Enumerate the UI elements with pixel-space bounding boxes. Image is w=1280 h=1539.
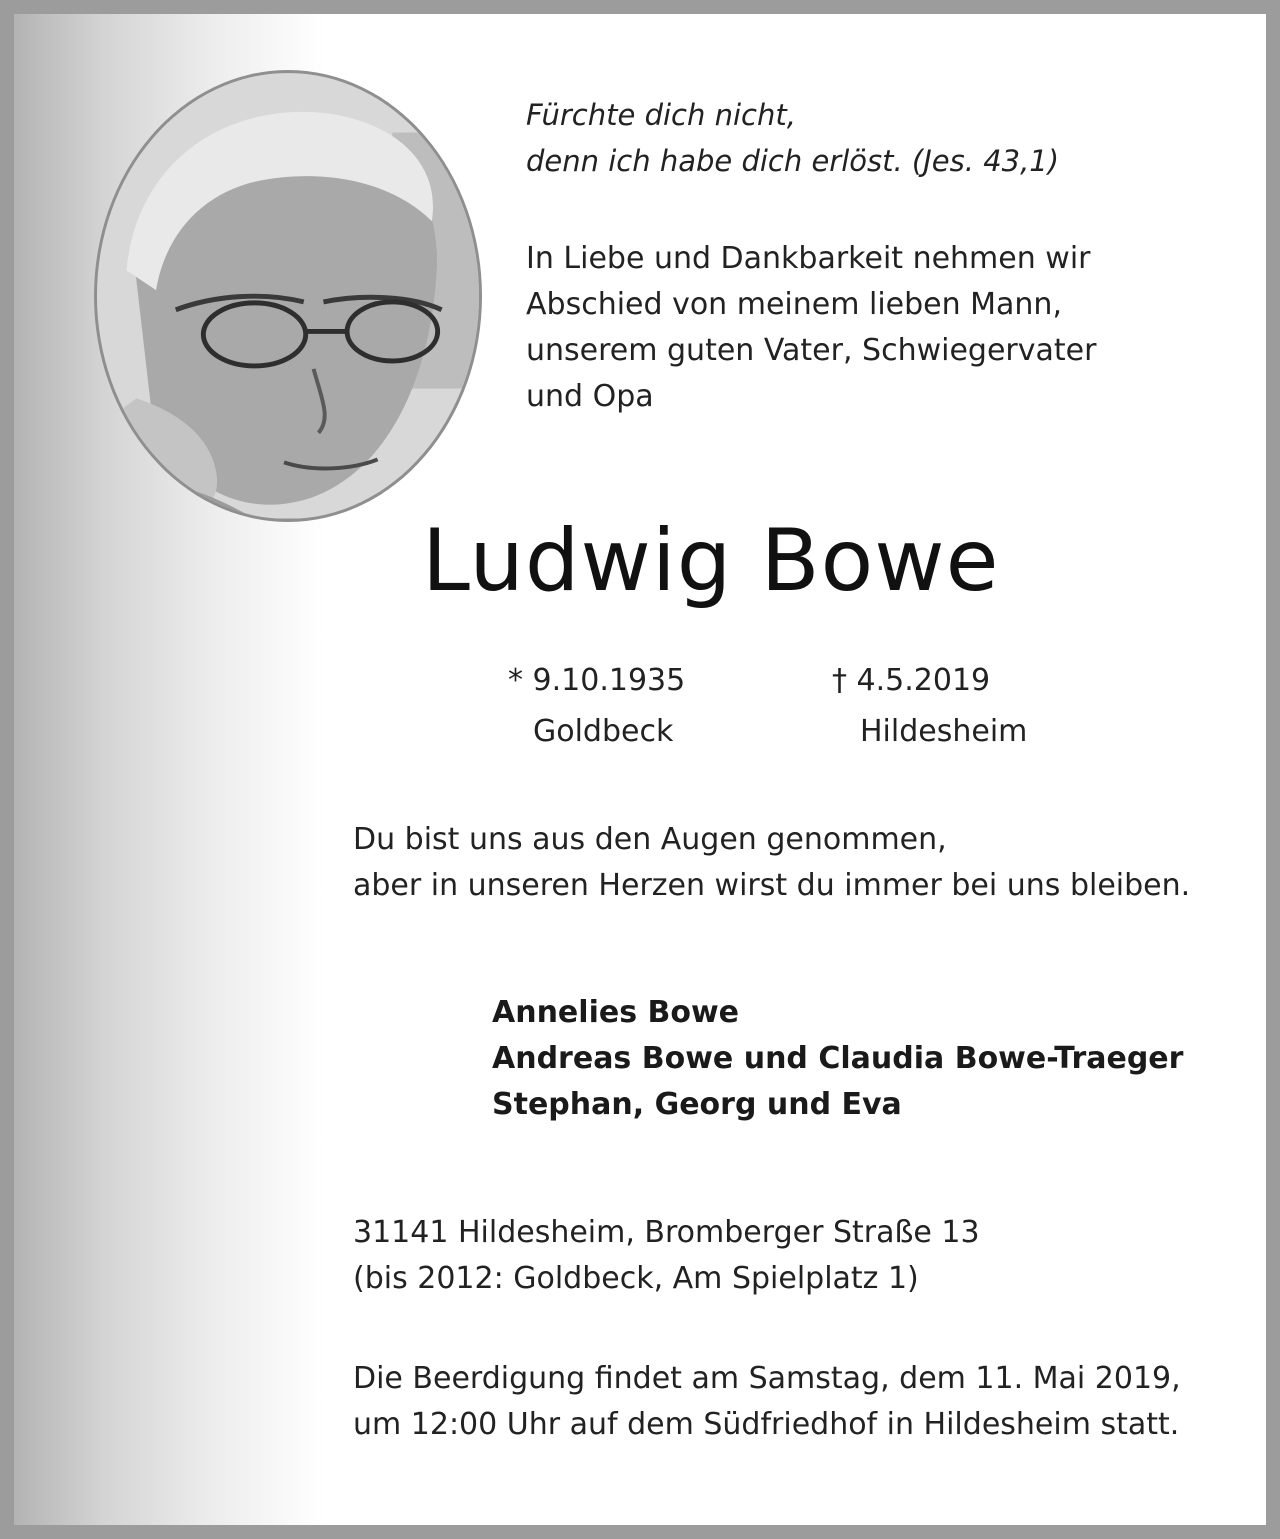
portrait-photo	[94, 70, 482, 522]
family-names	[492, 990, 1183, 1128]
funeral-line: Die Beerdigung findet am Samstag, dem 11. Mai 2019,	[353, 1361, 1181, 1396]
intro-text	[526, 236, 1096, 420]
verse-line: denn ich habe dich erlöst. (Jes. 43,1)	[526, 144, 1060, 178]
deceased-name: Ludwig Bowe	[422, 511, 1000, 611]
family-line: Annelies Bowe	[492, 995, 740, 1030]
intro-line: und Opa	[526, 379, 654, 414]
funeral-info	[353, 1356, 1181, 1448]
family-line: Stephan, Georg und Eva	[492, 1087, 902, 1122]
verse-line: Fürchte dich nicht,	[526, 98, 796, 132]
intro-line: Abschied von meinem lieben Mann,	[526, 287, 1062, 322]
intro-line: In Liebe und Dankbarkeit nehmen wir	[526, 241, 1091, 276]
death-place: Hildesheim	[860, 714, 1028, 749]
quote-line: Du bist uns aus den Augen genommen,	[353, 822, 947, 857]
funeral-line: um 12:00 Uhr auf dem Südfriedhof in Hildesheim statt.	[353, 1407, 1180, 1442]
bible-verse	[526, 92, 1059, 184]
address-block	[353, 1210, 980, 1302]
quote-line: aber in unseren Herzen wirst du immer bei uns bleiben.	[353, 868, 1191, 903]
address-line: 31141 Hildesheim, Bromberger Straße 13	[353, 1215, 980, 1250]
death-date: † 4.5.2019	[832, 663, 991, 698]
address-line: (bis 2012: Goldbeck, Am Spielplatz 1)	[353, 1261, 919, 1296]
intro-line: unserem guten Vater, Schwiegervater	[526, 333, 1097, 368]
memorial-quote	[353, 817, 1190, 909]
family-line: Andreas Bowe und Claudia Bowe-Traeger	[492, 1041, 1184, 1076]
birth-date: * 9.10.1935	[508, 663, 686, 698]
birth-place: Goldbeck	[533, 714, 674, 749]
